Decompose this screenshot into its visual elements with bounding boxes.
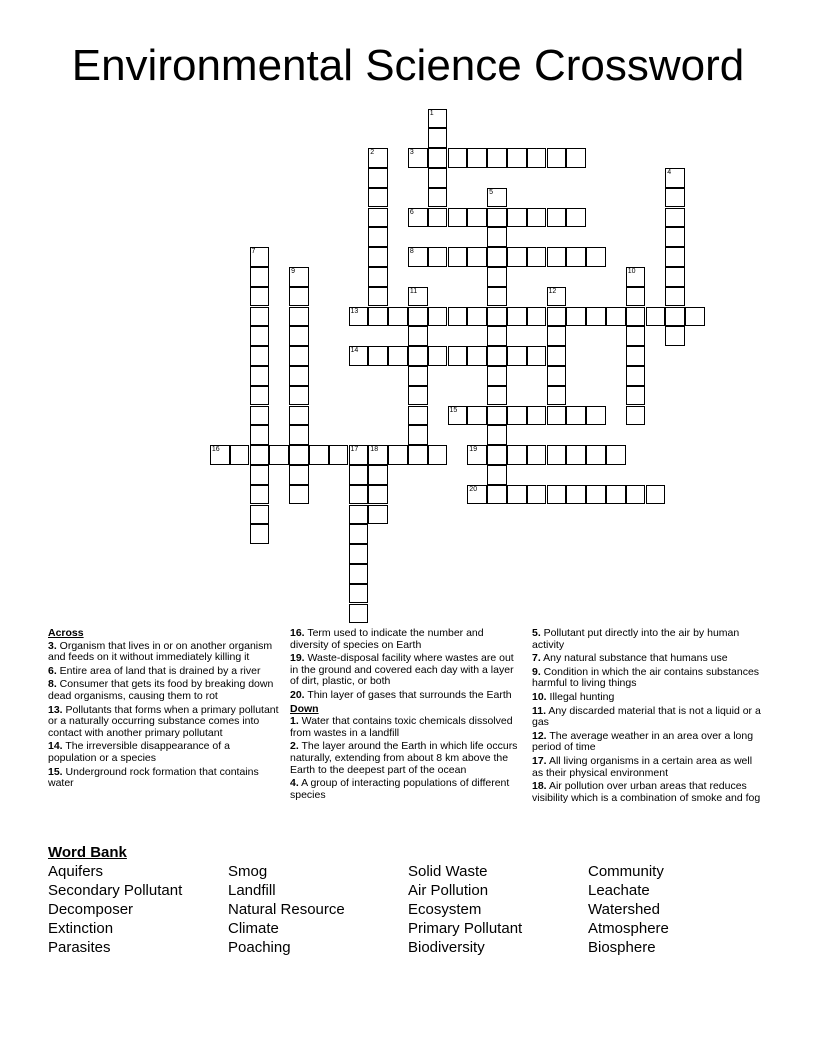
word-bank-word: Natural Resource: [228, 901, 345, 918]
clue-item: [48, 741, 280, 764]
clue-num: 4.: [290, 777, 299, 790]
word-bank-word: Decomposer: [48, 901, 134, 918]
crossword-cell[interactable]: [566, 148, 586, 168]
crossword-cell[interactable]: [665, 208, 685, 228]
crossword-cell[interactable]: [388, 346, 408, 366]
crossword-cell[interactable]: [368, 445, 388, 465]
clue-item: [532, 628, 764, 651]
clue-number: 16: [211, 446, 220, 454]
crossword-cell[interactable]: [586, 445, 606, 465]
crossword-cell[interactable]: [368, 307, 388, 327]
clue-text: A group of interacting populations of different species: [290, 777, 510, 801]
crossword-cell[interactable]: [665, 307, 685, 327]
crossword-cell[interactable]: [626, 406, 646, 426]
crossword-cell[interactable]: [448, 307, 468, 327]
page-title: Environmental Science Crossword: [71, 41, 745, 90]
crossword-cell[interactable]: [289, 386, 309, 406]
word-bank-column: [408, 862, 522, 957]
crossword-cell[interactable]: [250, 505, 270, 525]
crossword-cell[interactable]: [448, 208, 468, 228]
crossword-cell[interactable]: [646, 485, 666, 505]
clues-column-3: [532, 628, 764, 806]
crossword-cell[interactable]: [547, 247, 567, 267]
crossword-cell[interactable]: [250, 346, 270, 366]
crossword-cell[interactable]: [368, 227, 388, 247]
crossword-cell[interactable]: [507, 346, 527, 366]
clue-text: Organism that lives in or on another organism and feeds on it without immediately killing it: [48, 639, 273, 664]
crossword-cell[interactable]: [566, 307, 586, 327]
crossword-cell[interactable]: [626, 326, 646, 346]
crossword-cell[interactable]: [547, 287, 567, 307]
clue-item: [290, 628, 522, 651]
crossword-cell[interactable]: [527, 485, 547, 505]
clue-text: Condition in which the air contains substances harmful to living things: [532, 665, 760, 690]
clue-number: 1: [429, 109, 434, 117]
crossword-cell[interactable]: [527, 307, 547, 327]
crossword-cell[interactable]: [368, 267, 388, 287]
crossword-cell[interactable]: [250, 287, 270, 307]
crossword-cell[interactable]: [448, 406, 468, 426]
clue-number: 19: [469, 446, 478, 454]
crossword-cell[interactable]: [487, 465, 507, 485]
clue-item: [290, 653, 522, 688]
crossword-cell[interactable]: [349, 307, 369, 327]
crossword-cell[interactable]: [586, 406, 606, 426]
crossword-cell[interactable]: [487, 247, 507, 267]
crossword-cell[interactable]: [626, 485, 646, 505]
crossword-cell[interactable]: [448, 148, 468, 168]
clue-number: 15: [449, 406, 458, 414]
clue-number: 3: [409, 149, 414, 157]
word-bank-word: Aquifers: [48, 863, 104, 880]
clue-num: 15.: [48, 765, 63, 778]
crossword-cell[interactable]: [547, 208, 567, 228]
crossword-cell[interactable]: [547, 386, 567, 406]
crossword-cell[interactable]: [487, 307, 507, 327]
crossword-cell[interactable]: [408, 307, 428, 327]
clue-text: Pollutant put directly into the air by human activity: [532, 627, 740, 651]
clue-num: 17.: [532, 754, 547, 767]
clue-number: 8: [409, 248, 414, 256]
clue-number: 9: [291, 267, 295, 275]
word-bank-column: [228, 862, 345, 957]
clue-number: 17: [350, 446, 359, 454]
crossword-cell[interactable]: [487, 346, 507, 366]
crossword-cell[interactable]: [487, 208, 507, 228]
crossword-cell[interactable]: [487, 425, 507, 445]
crossword-cell[interactable]: [349, 346, 369, 366]
clue-text: Term used to indicate the number and diversity of species on Earth: [290, 627, 484, 651]
crossword-cell[interactable]: [665, 168, 685, 188]
crossword-cell[interactable]: [626, 287, 646, 307]
crossword-cell[interactable]: [626, 386, 646, 406]
crossword-cell[interactable]: [408, 445, 428, 465]
crossword-cell[interactable]: [329, 445, 349, 465]
clue-number: 11: [409, 287, 418, 295]
crossword-cell[interactable]: [487, 366, 507, 386]
word-bank-word: Climate: [228, 920, 279, 937]
word-bank-word: Community: [588, 863, 664, 880]
crossword-cell[interactable]: [487, 445, 507, 465]
crossword-cell[interactable]: [368, 168, 388, 188]
crossword-cell[interactable]: [428, 346, 448, 366]
clue-text: Water that contains toxic chemicals dissolved from wastes in a landfill: [290, 715, 513, 739]
crossword-cell[interactable]: [349, 485, 369, 505]
crossword-cell[interactable]: [289, 425, 309, 445]
crossword-cell[interactable]: [388, 445, 408, 465]
crossword-cell[interactable]: [665, 267, 685, 287]
crossword-cell[interactable]: [368, 505, 388, 525]
crossword-cell[interactable]: [428, 148, 448, 168]
crossword-cell[interactable]: [368, 346, 388, 366]
crossword-cell[interactable]: [289, 406, 309, 426]
crossword-cell[interactable]: [566, 208, 586, 228]
clue-number: 18: [370, 446, 379, 454]
crossword-cell[interactable]: [368, 485, 388, 505]
word-bank-word: Watershed: [588, 901, 660, 918]
crossword-cell[interactable]: [507, 406, 527, 426]
crossword-cell[interactable]: [527, 247, 547, 267]
crossword-cell[interactable]: [428, 307, 448, 327]
crossword-cell[interactable]: [626, 307, 646, 327]
crossword-cell[interactable]: [250, 524, 270, 544]
crossword-cell[interactable]: [349, 524, 369, 544]
crossword-cell[interactable]: [665, 287, 685, 307]
clue-text: Underground rock formation that contains water: [48, 765, 259, 790]
word-bank-word: Extinction: [48, 920, 114, 937]
crossword-cell[interactable]: [527, 406, 547, 426]
crossword-cell[interactable]: [467, 307, 487, 327]
crossword-cell[interactable]: [250, 386, 270, 406]
crossword-cell[interactable]: [547, 326, 567, 346]
crossword-cell[interactable]: [289, 267, 309, 287]
crossword-cell[interactable]: [408, 346, 428, 366]
crossword-cell[interactable]: [428, 109, 448, 129]
clue-item: [290, 716, 522, 739]
crossword-cell[interactable]: [250, 406, 270, 426]
crossword-cell[interactable]: [467, 208, 487, 228]
crossword-cell[interactable]: [408, 386, 428, 406]
clue-num: 6.: [48, 664, 57, 677]
word-bank-word: Primary Pollutant: [408, 920, 523, 937]
crossword-cell[interactable]: [586, 485, 606, 505]
crossword-cell[interactable]: [606, 307, 626, 327]
clues-column-1: [48, 628, 280, 792]
clue-num: 9.: [532, 665, 541, 678]
clue-num: 7.: [532, 652, 541, 665]
clue-number: 5: [489, 188, 493, 196]
clue-number: 13: [350, 307, 359, 315]
word-bank-column: [588, 862, 669, 957]
crossword-cell[interactable]: [250, 366, 270, 386]
crossword-cell[interactable]: [368, 208, 388, 228]
crossword-cell[interactable]: [210, 445, 230, 465]
crossword-cell[interactable]: [665, 326, 685, 346]
word-bank-word: Biosphere: [588, 939, 656, 956]
crossword-cell[interactable]: [507, 148, 527, 168]
crossword-cell[interactable]: [428, 168, 448, 188]
clue-num: 20.: [290, 688, 305, 701]
clue-text: Entire area of land that is drained by a river: [56, 664, 261, 677]
crossword-cell[interactable]: [467, 485, 487, 505]
clue-item: [48, 641, 280, 664]
word-bank-word: Ecosystem: [408, 901, 482, 918]
clue-item: [290, 741, 522, 776]
crossword-cell[interactable]: [368, 465, 388, 485]
word-bank-word: Leachate: [588, 882, 650, 899]
clue-num: 13.: [48, 703, 63, 716]
crossword-cell[interactable]: [487, 148, 507, 168]
crossword-cell[interactable]: [547, 366, 567, 386]
word-bank-word: Landfill: [228, 882, 276, 899]
crossword-cell[interactable]: [487, 386, 507, 406]
clue-number: 2: [370, 149, 375, 157]
clue-num: 10.: [532, 690, 547, 703]
word-bank-word: Biodiversity: [408, 939, 485, 956]
crossword-cell[interactable]: [487, 406, 507, 426]
crossword-cell[interactable]: [566, 485, 586, 505]
crossword-cell[interactable]: [547, 307, 567, 327]
crossword-cell[interactable]: [349, 465, 369, 485]
clue-number: 4: [667, 168, 672, 176]
crossword-cell[interactable]: [250, 247, 270, 267]
crossword-cell[interactable]: [527, 445, 547, 465]
crossword-cell[interactable]: [547, 148, 567, 168]
clues-column-2: [290, 628, 522, 803]
clue-text: The average weather in an area over a long period of time: [532, 729, 754, 754]
word-bank-word: Atmosphere: [588, 920, 669, 937]
word-bank-title: Word Bank: [48, 844, 127, 861]
crossword-cell[interactable]: [566, 406, 586, 426]
crossword-cell[interactable]: [428, 188, 448, 208]
crossword-cell[interactable]: [289, 445, 309, 465]
crossword-cell[interactable]: [349, 445, 369, 465]
crossword-cell[interactable]: [527, 346, 547, 366]
crossword-cell[interactable]: [250, 465, 270, 485]
crossword-cell[interactable]: [250, 485, 270, 505]
crossword-cell[interactable]: [566, 247, 586, 267]
crossword-cell[interactable]: [250, 425, 270, 445]
crossword-cell[interactable]: [368, 148, 388, 168]
clue-number: 20: [469, 485, 478, 493]
crossword-cell[interactable]: [527, 148, 547, 168]
clue-number: 14: [350, 347, 359, 355]
crossword-cell[interactable]: [289, 307, 309, 327]
clue-num: 1.: [290, 715, 299, 728]
crossword-cell[interactable]: [250, 326, 270, 346]
crossword-cell[interactable]: [289, 326, 309, 346]
crossword-cell[interactable]: [349, 584, 369, 604]
clue-text: Any natural substance that humans use: [540, 652, 728, 665]
clue-text: Illegal hunting: [546, 690, 615, 703]
crossword-cell[interactable]: [349, 544, 369, 564]
crossword-cell[interactable]: [467, 445, 487, 465]
crossword-cell[interactable]: [665, 227, 685, 247]
crossword-cell[interactable]: [408, 366, 428, 386]
crossword-cell[interactable]: [527, 208, 547, 228]
crossword-cell[interactable]: [467, 148, 487, 168]
clue-item: [48, 679, 280, 702]
clue-number: 10: [627, 267, 636, 275]
clue-text: Consumer that gets its food by breaking down dead organisms, causing them to rot: [48, 678, 274, 702]
clue-text: Pollutants that forms when a primary pollutant or a naturally occurring substance comes into contact with another primary pollutant: [48, 703, 279, 739]
clue-item: [532, 756, 764, 779]
crossword-cell[interactable]: [606, 485, 626, 505]
clue-item: [532, 731, 764, 754]
crossword-cell[interactable]: [467, 346, 487, 366]
crossword-cell[interactable]: [626, 366, 646, 386]
crossword-cell[interactable]: [388, 307, 408, 327]
word-bank-word: Secondary Pollutant: [48, 882, 183, 899]
crossword-cell[interactable]: [408, 287, 428, 307]
crossword-cell[interactable]: [408, 326, 428, 346]
clue-num: 11.: [532, 704, 547, 717]
clue-num: 16.: [290, 627, 305, 639]
crossword-cell[interactable]: [626, 346, 646, 366]
clue-num: 19.: [290, 652, 305, 665]
crossword-cell[interactable]: [507, 247, 527, 267]
clue-item: [532, 781, 764, 804]
crossword-cell[interactable]: [646, 307, 666, 327]
clue-text: The layer around the Earth in which life occurs naturally, extending from about 8 km above the Earth to the deepest part of the ocean: [290, 740, 518, 776]
crossword-cell[interactable]: [428, 247, 448, 267]
crossword-cell[interactable]: [665, 188, 685, 208]
clue-item: [532, 667, 764, 690]
clue-number: 7: [251, 248, 256, 256]
word-bank-word: Poaching: [228, 939, 291, 956]
crossword-cell[interactable]: [467, 406, 487, 426]
clue-text: Air pollution over urban areas that reduces visibility which is a combination of smoke and fog: [532, 780, 761, 804]
crossword-cell[interactable]: [250, 445, 270, 465]
crossword-cell[interactable]: [250, 267, 270, 287]
crossword-cell[interactable]: [487, 267, 507, 287]
crossword-cell[interactable]: [408, 425, 428, 445]
crossword-cell[interactable]: [547, 445, 567, 465]
crossword-cell[interactable]: [487, 485, 507, 505]
crossword-cell[interactable]: [547, 346, 567, 366]
crossword-cell[interactable]: [289, 465, 309, 485]
crossword-cell[interactable]: [250, 307, 270, 327]
clue-item: [532, 706, 764, 729]
crossword-cell[interactable]: [349, 604, 369, 624]
crossword-cell[interactable]: [507, 485, 527, 505]
crossword-cell[interactable]: [448, 247, 468, 267]
crossword-cell[interactable]: [408, 406, 428, 426]
clue-num: 5.: [532, 627, 541, 639]
clue-num: 3.: [48, 639, 57, 652]
crossword-cell[interactable]: [566, 445, 586, 465]
clue-item: [532, 692, 764, 704]
crossword-cell[interactable]: [309, 445, 329, 465]
crossword-cell[interactable]: [368, 188, 388, 208]
clue-item: [290, 778, 522, 801]
crossword-cell[interactable]: [586, 307, 606, 327]
crossword-cell[interactable]: [507, 307, 527, 327]
crossword-cell[interactable]: [487, 287, 507, 307]
crossword-cell[interactable]: [289, 287, 309, 307]
clue-item: [48, 767, 280, 790]
crossword-cell[interactable]: [349, 505, 369, 525]
crossword-cell[interactable]: [665, 247, 685, 267]
word-bank-word: Air Pollution: [408, 882, 489, 899]
crossword-cell[interactable]: [586, 247, 606, 267]
crossword-cell[interactable]: [626, 267, 646, 287]
crossword-cell[interactable]: [487, 227, 507, 247]
crossword-cell[interactable]: [507, 445, 527, 465]
word-bank-word: Solid Waste: [408, 863, 488, 880]
word-bank-word: Parasites: [48, 939, 111, 956]
clue-item: [290, 690, 522, 702]
across-heading: Across: [48, 627, 84, 639]
crossword-cell[interactable]: [289, 366, 309, 386]
crossword-cell[interactable]: [428, 128, 448, 148]
word-bank-column: [48, 862, 182, 957]
clue-text: Thin layer of gases that surrounds the Earth: [304, 688, 512, 701]
crossword-cell[interactable]: [448, 346, 468, 366]
crossword-cell[interactable]: [269, 445, 289, 465]
crossword-cell[interactable]: [487, 326, 507, 346]
crossword-cell[interactable]: [408, 247, 428, 267]
clue-num: 2.: [290, 740, 299, 753]
crossword-cell[interactable]: [368, 247, 388, 267]
crossword-cell[interactable]: [467, 247, 487, 267]
clue-num: 12.: [532, 729, 547, 742]
clue-text: All living organisms in a certain area as well as their physical environment: [532, 754, 753, 779]
crossword-cell[interactable]: [685, 307, 705, 327]
clue-item: [532, 653, 764, 665]
clue-number: 6: [409, 208, 414, 216]
clue-text: Waste-disposal facility where wastes are out in the ground and covered each day with a layer of dirt, plastic, or both: [290, 652, 514, 688]
crossword-cell[interactable]: [349, 564, 369, 584]
crossword-cell[interactable]: [606, 445, 626, 465]
clue-num: 8.: [48, 678, 57, 691]
crossword-cell[interactable]: [368, 287, 388, 307]
clue-item: [48, 705, 280, 740]
crossword-cell[interactable]: [289, 346, 309, 366]
crossword-cell[interactable]: [408, 208, 428, 228]
clue-num: 14.: [48, 740, 63, 753]
crossword-cell[interactable]: [507, 208, 527, 228]
crossword-cell[interactable]: [428, 445, 448, 465]
crossword-cell[interactable]: [428, 208, 448, 228]
word-bank-word: Smog: [228, 863, 268, 880]
crossword-cell[interactable]: [487, 188, 507, 208]
crossword-cell[interactable]: [408, 148, 428, 168]
down-heading: Down: [290, 702, 319, 715]
clue-text: Any discarded material that is not a liquid or a gas: [532, 704, 761, 729]
crossword-cell[interactable]: [547, 485, 567, 505]
clue-num: 18.: [532, 780, 547, 793]
clue-item: [48, 666, 280, 678]
clue-text: The irreversible disappearance of a population or a species: [48, 740, 230, 764]
crossword-cell[interactable]: [289, 485, 309, 505]
crossword-cell[interactable]: [547, 406, 567, 426]
clue-number: 12: [548, 287, 557, 295]
crossword-cell[interactable]: [230, 445, 250, 465]
